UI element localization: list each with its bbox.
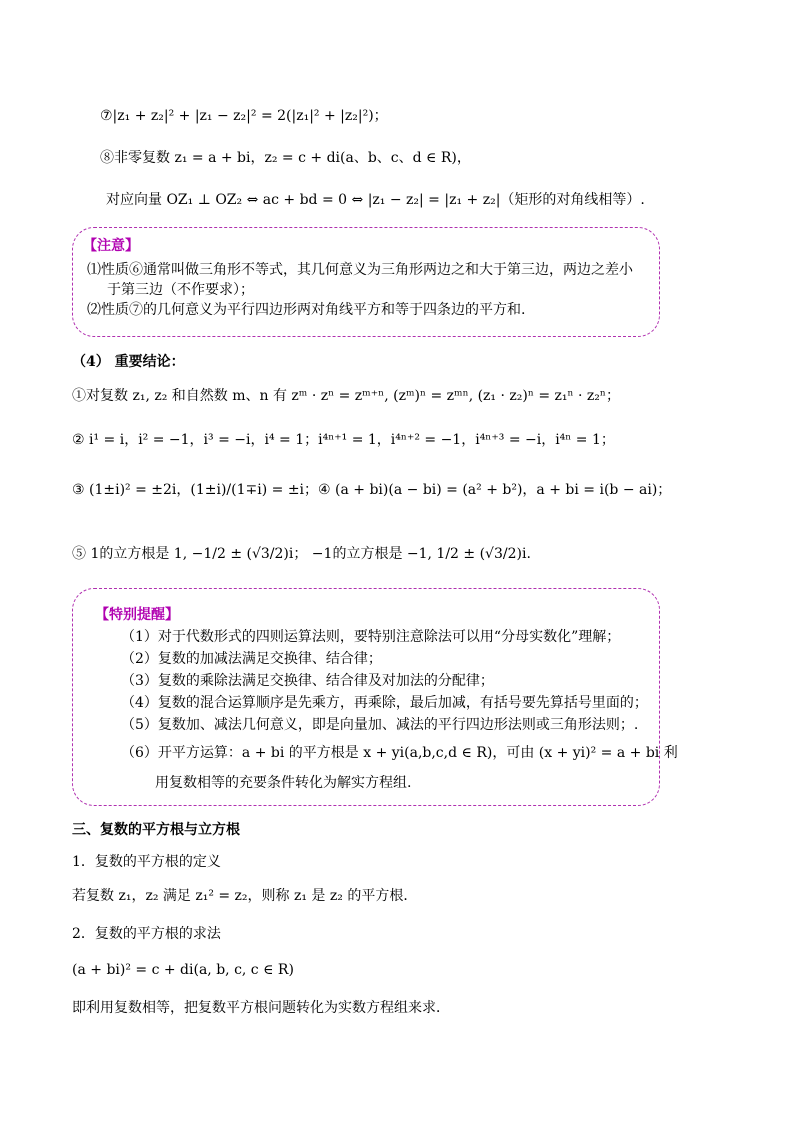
reminder-line-6: （6）开平方运算：a + bi 的平方根是 x + yi(a,b,c,d ∈ R)，可由 (x + yi)² = a + bi 利: [121, 745, 678, 761]
subsection-2-equation: (a + bi)² = c + di(a, b, c, c ∈ R): [72, 962, 294, 978]
conclusion-1: ①对复数 z₁, z₂ 和自然数 m、n 有 zᵐ · zⁿ = zᵐ⁺ⁿ, (zᵐ)ⁿ = zᵐⁿ, (z₁ · z₂)ⁿ = z₁ⁿ · z₂ⁿ；: [72, 388, 620, 404]
note-title: 【注意】: [83, 238, 139, 254]
subsection-2-text: 即利用复数相等，把复数平方根问题转化为实数方程组来求．: [72, 1000, 450, 1016]
note-line-2: 于第三边（不作要求）；: [107, 282, 254, 298]
reminder-line-2: （2）复数的加减法满足交换律、结合律；: [121, 651, 382, 667]
note-line-1: ⑴性质⑥通常叫做三角形不等式，其几何意义为三角形两边之和大于第三边，两边之差小: [87, 262, 633, 278]
reminder-line-7: 用复数相等的充要条件转化为解实方程组.: [155, 775, 412, 791]
subsection-1-title: 1．复数的平方根的定义: [72, 854, 221, 870]
property-7: ⑦|z₁ + z₂|² + |z₁ − z₂|² = 2(|z₁|² + |z₂|²)；: [100, 108, 388, 124]
conclusion-5: ⑤ 1的立方根是 1, −1/2 ± (√3/2)i； −1的立方根是 −1, 1/2 ± (√3/2)i.: [72, 546, 531, 562]
reminder-line-3: （3）复数的乘除法满足交换律、结合律及对加法的分配律；: [121, 673, 494, 689]
reminder-line-5: （5）复数加、减法几何意义，即是向量加、减法的平行四边形法则或三角形法则；.: [121, 717, 639, 733]
section-4-heading: （4） 重要结论：: [72, 354, 185, 370]
special-reminder-box: [72, 588, 678, 806]
property-8-line2: 对应向量 OZ₁ ⊥ OZ₂ ⇔ ac + bd = 0 ⇔ |z₁ − z₂| = |z₁ + z₂|（矩形的对角线相等）.: [106, 192, 645, 208]
reminder-line-1: （1）对于代数形式的四则运算法则，要特别注意除法可以用“分母实数化”理解；: [121, 629, 621, 645]
conclusion-2: ② i¹ = i，i² = −1，i³ = −i，i⁴ = 1；i⁴ⁿ⁺¹ = 1，i⁴ⁿ⁺² = −1，i⁴ⁿ⁺³ = −i，i⁴ⁿ = 1；: [72, 432, 615, 448]
note-box: [72, 227, 660, 337]
reminder-title: 【特别提醒】: [95, 607, 179, 623]
conclusion-3-4: ③ (1±i)² = ±2i，(1±i)/(1∓i) = ±i；④ (a + bi)(a − bi) = (a² + b²)，a + bi = i(b − ai)；: [72, 482, 672, 498]
subsection-1-text: 若复数 z₁，z₂ 满足 z₁² = z₂，则称 z₁ 是 z₂ 的平方根．: [72, 888, 418, 904]
subsection-2-title: 2．复数的平方根的求法: [72, 926, 221, 942]
note-line-3: ⑵性质⑦的几何意义为平行四边形两对角线平方和等于四条边的平方和.: [87, 302, 526, 318]
property-8-line1: ⑧非零复数 z₁ = a + bi，z₂ = c + di(a、b、c、d ∈ R)，: [100, 150, 471, 166]
reminder-line-4: （4）复数的混合运算顺序是先乘方，再乘除，最后加减，有括号要先算括号里面的；: [121, 695, 648, 711]
section-3-heading: 三、复数的平方根与立方根: [72, 822, 240, 838]
